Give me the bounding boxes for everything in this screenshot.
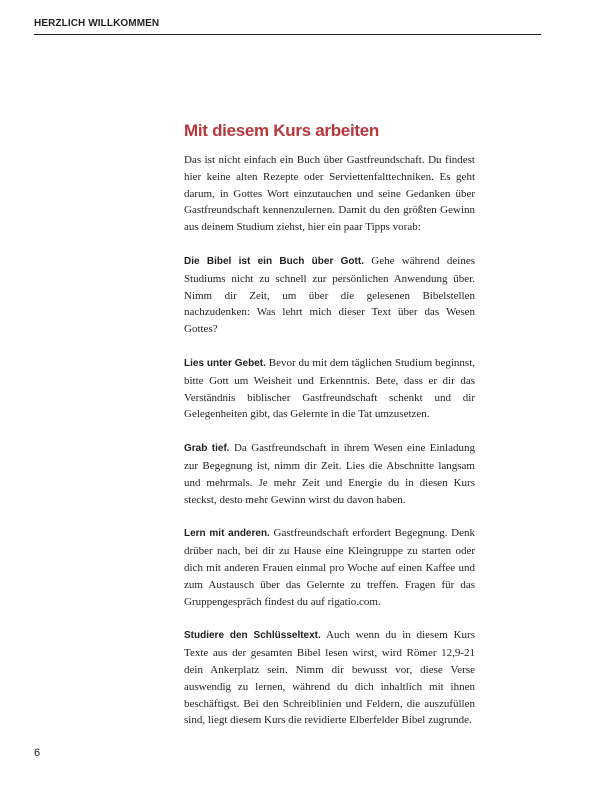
section-title: HERZLICH WILLKOMMEN: [34, 18, 160, 29]
tip-text: Gastfreundschaft erfordert Begegnung. Denk drüber nach, bei dir zu Hause eine Kleingruppe zu starten oder dich mit anderen Frauen einmal pro Woche auf einen Kaffee und zum Austausch über das Gelernte zu treffen. Fragen für das Gruppengespräch findest du auf rigatio.com.: [184, 527, 475, 608]
tip-paragraph-dig-deep: [184, 440, 475, 508]
page-number: 6: [34, 747, 41, 759]
main-content: [184, 121, 475, 746]
tip-paragraph-bible: [184, 253, 475, 338]
intro-paragraph: Das ist nicht einfach ein Buch über Gastfreundschaft. Du findest hier keine alten Rezepte oder Serviettenfalttechniken. Es geht darum, in Gottes Wort einzutauchen und seine Gedanken über Gastfreundschaft kennenzulernen. Damit du den größten Gewinn aus deinem Studium ziehst, hier ein paar Tipps vorab:: [184, 154, 475, 234]
tip-paragraph-key-text: [184, 627, 475, 729]
tip-lead: Die Bibel ist ein Buch über Gott.: [184, 255, 364, 267]
tip-paragraph-prayer: [184, 355, 475, 423]
tip-lead: Studiere den Schlüsseltext.: [184, 630, 321, 642]
tip-text: Gehe während deines Studiums nicht zu schnell zur persönlichen Anwendung über. Nimm dir Zeit, um über die gelesenen Bibelstellen nachzudenken: Was lehrt mich dieser Text über das Wesen Gottes?: [184, 254, 476, 336]
tip-paragraph-learn-together: [184, 525, 475, 610]
tip-text: Auch wenn du in diesem Kurs Texte aus der gesamten Bibel lesen wirst, wird Römer 12,9-21 dein Ankerplatz sein. Nimm dir bewusst vor, diese Verse auswendig zu lernen, während du dich inhaltlich mit ihnen beschäftigst. Bei den Schreiblinien und Feldern, die auszufüllen sind, liegt diesem Kurs die revidierte Elberfelder Bibel zugrunde.: [184, 629, 475, 727]
tip-lead: Grab tief.: [184, 443, 230, 455]
page-title: Mit diesem Kurs arbeiten: [184, 121, 379, 140]
running-header: [34, 18, 541, 35]
tip-lead: Lern mit anderen.: [184, 528, 270, 540]
tip-lead: Lies unter Gebet.: [184, 357, 266, 369]
tip-text: Bevor du mit dem täglichen Studium beginnst, bitte Gott um Weisheit und Erkenntnis. Bete, dass er dir das Verständnis biblischer Gastfreundschaft schenkt und dir Gelegenheiten gibt, das Gelernte in die Tat umzusetzen.: [184, 356, 476, 421]
tip-text: Da Gastfreundschaft in ihrem Wesen eine Einladung zur Begegnung ist, nimm dir Zeit. Lies die Abschnitte langsam und mehrmals. Je mehr Zeit und Energie du in diesen Kurs steckst, desto mehr Gewinn wirst du davon haben.: [184, 442, 475, 506]
